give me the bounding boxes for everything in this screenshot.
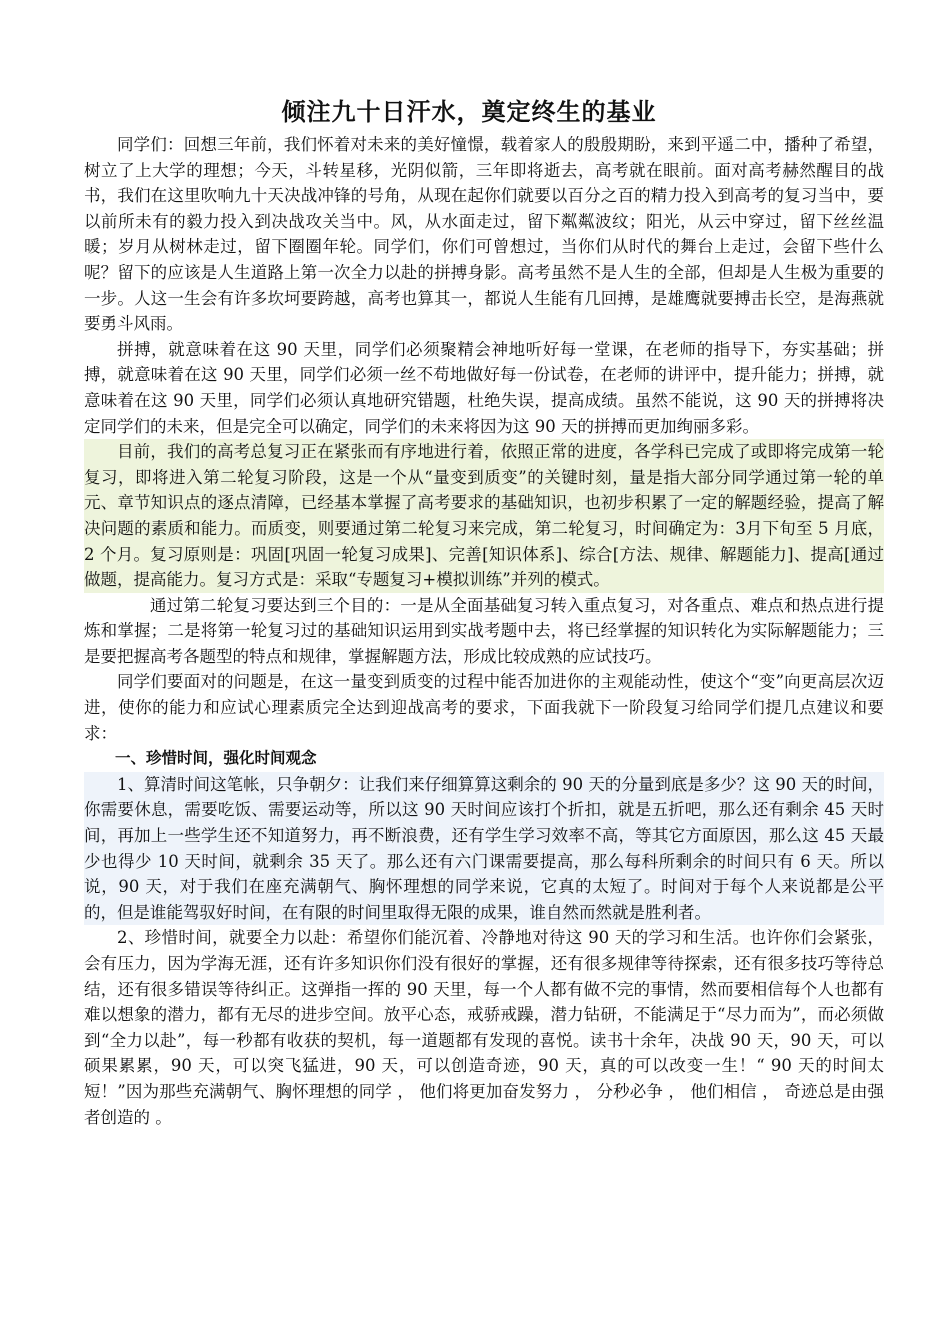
paragraph-suggestions-intro: 同学们要面对的问题是，在这一量变到质变的过程中能否加进你的主观能动性，使这个“变”向更高层次迈进，使你的能力和应试心理素质完全达到迎战高考的要求，下面我就下一阶段复习给同学们提几点建议和要求：: [84, 672, 884, 743]
document-page: [84, 92, 884, 1130]
paragraph-struggle: 拼搏，就意味着在这 90 天里，同学们必须聚精会神地听好每一堂课，在老师的指导下，夯实基础；拼搏，就意味着在这 90 天里，同学们必须一丝不苟地做好每一份试卷，在老师的讲评中，提升能力；拼搏，就意味着在这 90 天里，同学们必须认真地研究错题，杜绝失误，提高成绩。虽然不能说，这 90 天的拼搏将决定同学们的未来，但是完全可以确定，同学们的未来将因为这 90 天的拼搏而更加绚丽多彩。: [84, 339, 884, 436]
paragraph-full-effort: 2、珍惜时间，就要全力以赴：希望你们能沉着、冷静地对待这 90 天的学习和生活。也许你们会紧张，会有压力，因为学海无涯，还有许多知识你们没有很好的掌握，还有很多规律等待探索，还有很多技巧等待总结，还有很多错误等待纠正。这弹指一挥的 90 天里，每一个人都有做不完的事情，然而要相信每个人也都有难以想象的潜力，都有无尽的进步空间。放平心态，戒骄戒躁，潜力钻研，不能满足于“尽力而为”，而必须做到“全力以赴”，每一秒都有收获的契机，每一道题都有发现的喜悦。读书十余年，决战 90 天，90 天，可以硕果累累，90 天，可以突飞猛进，90 天，可以创造奇迹，90 天，真的可以改变一生！“ 90 天的时间太短！”因为那些充满朝气、胸怀理想的同学 ， 他们将更加奋发努力 ， 分秒必争 ， 他们相信 ， 奇迹总是由强者创造的 。: [84, 928, 884, 1127]
section-heading-time: 一、珍惜时间，强化时间观念: [115, 749, 317, 768]
paragraph-time-calculation: 1、算清时间这笔帐，只争朝夕：让我们来仔细算算这剩余的 90 天的分量到底是多少？这 90 天的时间，你需要休息，需要吃饭、需要运动等，所以这 90 天时间应该打个折扣，就是五折吧，那么还有剩余 45 天时间，再加上一些学生还不知道努力，再不断浪费，还有学生学习效率不高，等其它方面原因，那么这 45 天最少也得少 10 天时间，就剩余 35 天了。那么还有六门课需要提高，那么每科所剩余的时间只有 6 天。所以说，90 天，对于我们在座充满朝气、胸怀理想的同学来说，它真的太短了。时间对于每个人来说都是公平的，但是谁能驾驭好时间，在有限的时间里取得无限的成果，谁自然而然就是胜利者。: [84, 772, 884, 926]
document-title: 倾注九十日汗水，奠定终生的基业: [281, 98, 657, 126]
paragraph-review-progress: 目前，我们的高考总复习正在紧张而有序地进行着，依照正常的进度，各学科已完成了或即将完成第一轮复习，即将进入第二轮复习阶段，这是一个从“量变到质变”的关键时刻，量是指大部分同学通过第一轮的单元、章节知识点的逐点清障，已经基本掌握了高考要求的基础知识，也初步积累了一定的解题经验，提高了解决问题的素质和能力。而质变，则要通过第二轮复习来完成，第二轮复习，时间确定为：3月下旬至 5 月底，2 个月。复习原则是：巩固[巩固一轮复习成果]、完善[知识体系]、综合[方法、规律、解题能力]、提高[通过做题，提高能力。复习方式是：采取“专题复习+模拟训练”并列的模式。: [84, 439, 884, 593]
paragraph-intro: 同学们：回想三年前，我们怀着对未来的美好憧憬，载着家人的殷殷期盼，来到平遥二中，播种了希望，树立了上大学的理想；今天，斗转星移，光阴似箭，三年即将逝去，高考就在眼前。面对高考赫然醒目的战书，我们在这里吹响九十天决战冲锋的号角，从现在起你们就要以百分之百的精力投入到高考的复习当中，要以前所未有的毅力投入到决战攻关当中。风，从水面走过，留下粼粼波纹；阳光，从云中穿过，留下丝丝温暖；岁月从树林走过，留下圈圈年轮。同学们，你们可曾想过，当你们从时代的舞台上走过，会留下些什么呢？留下的应该是人生道路上第一次全力以赴的拼搏身影。高考虽然不是人生的全部，但却是人生极为重要的一步。人这一生会有许多坎坷要跨越，高考也算其一，都说人生能有几回搏，是雄鹰就要搏击长空，是海燕就要勇斗风雨。: [84, 135, 884, 334]
paragraph-second-round-goals: 通过第二轮复习要达到三个目的：一是从全面基础复习转入重点复习，对各重点、难点和热点进行提炼和掌握；二是将第一轮复习过的基础知识运用到实战考题中去，将已经掌握的知识转化为实际解题能力；三是要把握高考各题型的特点和规律，掌握解题方法，形成比较成熟的应试技巧。: [84, 595, 884, 666]
